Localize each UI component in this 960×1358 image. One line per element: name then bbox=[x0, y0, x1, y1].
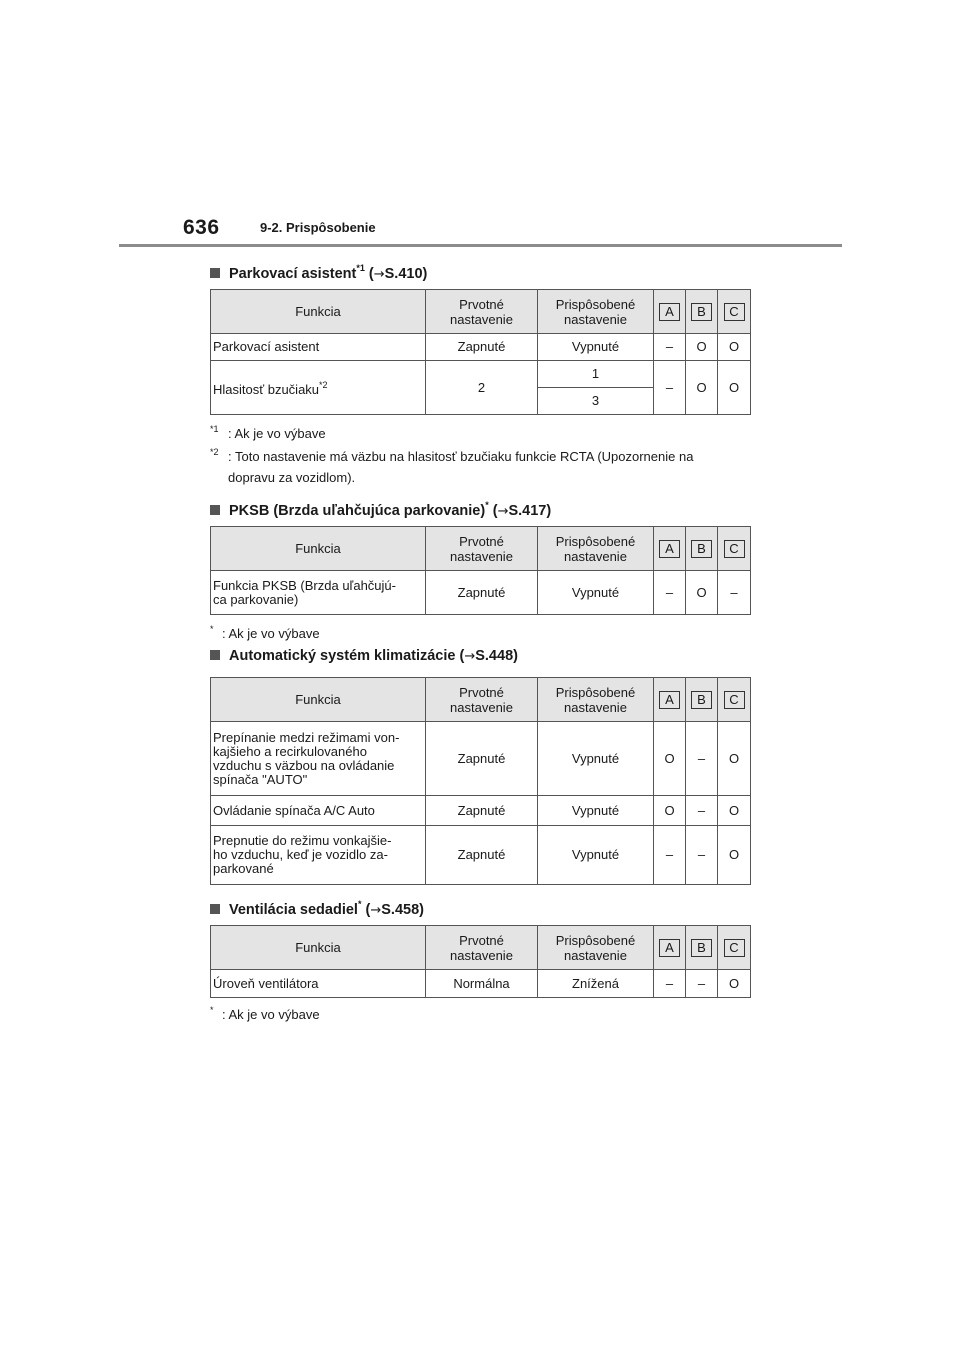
table-header-row bbox=[211, 527, 751, 571]
arrow-right-icon: → bbox=[370, 903, 382, 918]
column-header-c: C bbox=[718, 290, 751, 334]
column-header-function: Funkcia bbox=[211, 527, 426, 571]
section-heading: Ventilácia sedadiel* (→S.458) bbox=[210, 893, 750, 915]
arrow-right-icon: → bbox=[464, 649, 476, 664]
settings-table bbox=[210, 677, 751, 885]
column-header-a: A bbox=[654, 926, 686, 970]
table-row: Hlasitosť bzučiaku$^{*2}$ 2 1 – O O bbox=[211, 361, 751, 388]
column-header-default: Prvotné nastavenie bbox=[426, 678, 538, 722]
section-heading: Parkovací asistent$^{*1}$ (→S.410) bbox=[210, 257, 750, 279]
column-header-custom: Prispôsobené nastavenie bbox=[538, 678, 654, 722]
column-header-custom: Prispôsobené nastavenie bbox=[538, 290, 654, 334]
section-heading: Automatický systém klimatizácie (→S.448) bbox=[210, 645, 750, 667]
page-reference-link[interactable]: S.448) bbox=[475, 648, 518, 664]
page-number: 636 bbox=[183, 216, 220, 239]
header-divider bbox=[119, 244, 842, 247]
table-row: Parkovací asistent Zapnuté Vypnuté – O O bbox=[211, 334, 751, 361]
section-parking-assist bbox=[210, 257, 750, 488]
table-row: Úroveň ventilátora Normálna Znížená – – O bbox=[211, 970, 751, 998]
table-row: Ovládanie spínača A/C Auto Zapnuté Vypnuté O – O bbox=[211, 796, 751, 826]
settings-table bbox=[210, 925, 751, 998]
section-climate-control bbox=[210, 645, 750, 885]
column-header-default: Prvotné nastavenie bbox=[426, 926, 538, 970]
footnote: *1 : Ak je vo výbave bbox=[210, 424, 326, 441]
column-header-function: Funkcia bbox=[211, 678, 426, 722]
square-bullet-icon bbox=[210, 268, 220, 278]
table-row: Prepínanie medzi režimami von- kajšieho a recirkulovaného vzduchu s väzbou na ovládanie spínača "AUTO" Zapnuté Vypnuté O – O bbox=[211, 722, 751, 796]
column-header-default: Prvotné nastavenie bbox=[426, 290, 538, 334]
column-header-b: B bbox=[686, 527, 718, 571]
table-header-row bbox=[211, 678, 751, 722]
column-header-function: Funkcia bbox=[211, 290, 426, 334]
square-bullet-icon bbox=[210, 505, 220, 515]
section-title: 9-2. Prispôsobenie bbox=[260, 220, 376, 235]
column-header-a: A bbox=[654, 527, 686, 571]
table-header-row bbox=[211, 290, 751, 334]
table-row: 3 bbox=[211, 388, 751, 415]
arrow-right-icon: → bbox=[373, 267, 385, 282]
column-header-custom: Prispôsobené nastavenie bbox=[538, 527, 654, 571]
column-header-b: B bbox=[686, 678, 718, 722]
square-bullet-icon bbox=[210, 650, 220, 660]
page-reference-link[interactable]: S.458) bbox=[381, 902, 424, 918]
section-heading: PKSB (Brzda uľahčujúca parkovanie)* (→S.417) bbox=[210, 494, 750, 516]
settings-table bbox=[210, 526, 751, 615]
footnote: *2 : Toto nastavenie má väzbu na hlasitosť bzučiaku funkcie RCTA (Upozornenie na dopravu za vozidlom). bbox=[210, 447, 694, 485]
page-reference-link[interactable]: S.417) bbox=[508, 503, 552, 519]
page-header bbox=[183, 216, 843, 246]
page-reference-link[interactable]: S.410) bbox=[384, 266, 428, 282]
section-pksb bbox=[210, 494, 750, 644]
footnote: * : Ak je vo výbave bbox=[210, 624, 320, 641]
column-header-b: B bbox=[686, 926, 718, 970]
settings-table bbox=[210, 289, 751, 415]
column-header-b: B bbox=[686, 290, 718, 334]
column-header-c: C bbox=[718, 678, 751, 722]
table-row: Prepnutie do režimu vonkajšie- ho vzduchu, keď je vozidlo za- parkované Zapnuté Vypnuté – – O bbox=[211, 826, 751, 885]
column-header-function: Funkcia bbox=[211, 926, 426, 970]
section-seat-ventilation bbox=[210, 893, 750, 1025]
table-header-row bbox=[211, 926, 751, 970]
footnote: * : Ak je vo výbave bbox=[210, 1005, 320, 1022]
column-header-a: A bbox=[654, 678, 686, 722]
column-header-a: A bbox=[654, 290, 686, 334]
column-header-c: C bbox=[718, 527, 751, 571]
square-bullet-icon bbox=[210, 904, 220, 914]
column-header-default: Prvotné nastavenie bbox=[426, 527, 538, 571]
arrow-right-icon: → bbox=[497, 504, 509, 519]
column-header-c: C bbox=[718, 926, 751, 970]
column-header-custom: Prispôsobené nastavenie bbox=[538, 926, 654, 970]
table-row: Funkcia PKSB (Brzda uľahčujú- ca parkovanie) Zapnuté Vypnuté – O – bbox=[211, 571, 751, 615]
